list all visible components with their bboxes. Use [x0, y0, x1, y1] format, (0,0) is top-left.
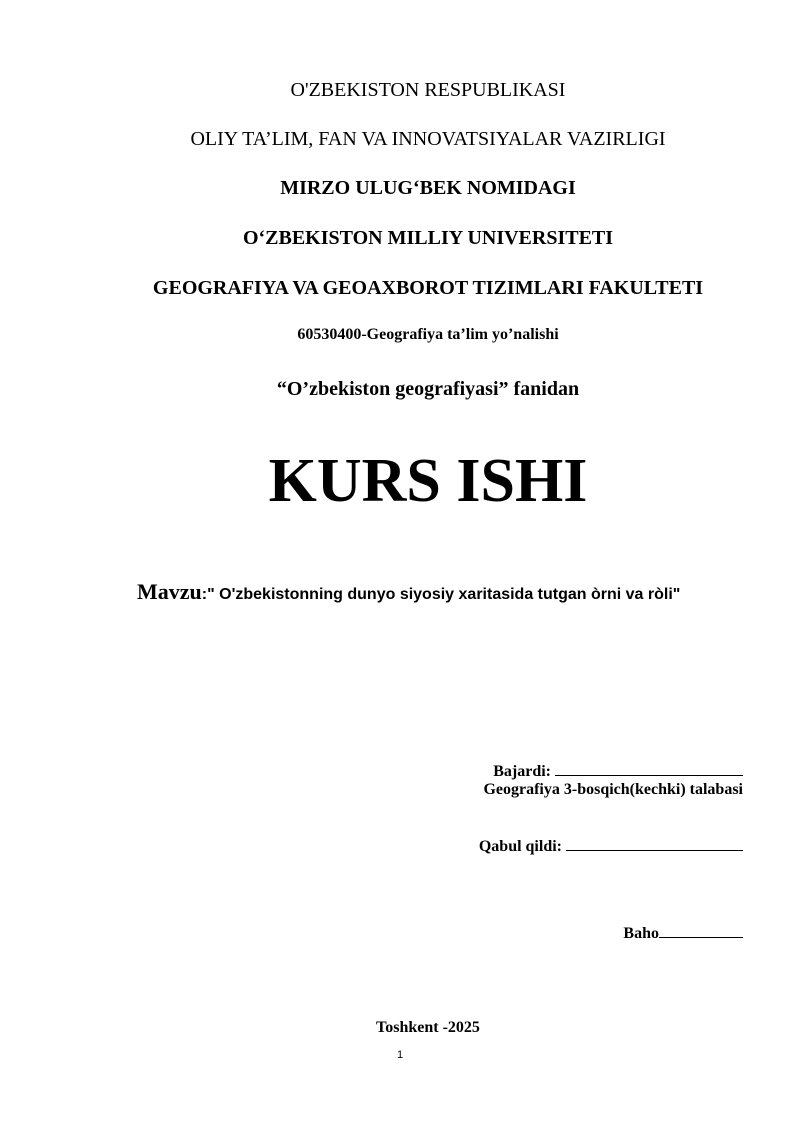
topic-label: Mavzu — [137, 579, 202, 604]
place-year: Toshkent -2025 — [376, 1019, 480, 1036]
country-name: O'ZBEKISTON RESPUBLIKASI — [290, 79, 566, 101]
subject-line: “O’zbekiston geografiyasi” fanidan — [276, 378, 580, 400]
performed-by-blank — [555, 761, 743, 776]
named-after-line: MIRZO ULUG‘BEK NOMIDAGI — [280, 177, 576, 199]
performed-by-label: Bajardi: — [493, 763, 555, 780]
program-name: 60530400-Geografiya ta’lim yo’nalishi — [297, 326, 559, 343]
grade-line — [623, 923, 743, 942]
grade-label: Baho — [623, 925, 659, 942]
faculty-name: GEOGRAFIYA VA GEOAXBOROT TIZIMLARI FAKULTETI — [152, 277, 704, 299]
grade-blank — [659, 923, 743, 938]
accepted-by-label: Qabul qildi: — [478, 838, 566, 855]
accepted-by-line — [479, 836, 743, 855]
document-title: KURS ISHI — [268, 447, 588, 515]
page-number: 1 — [396, 1049, 404, 1061]
university-name: O‘ZBEKISTON MILLIY UNIVERSITETI — [242, 227, 614, 249]
performed-by-line — [493, 761, 743, 780]
topic-line — [137, 581, 680, 603]
topic-text: :" O'zbekistonning dunyo siyosiy xaritasida tutgan òrni va ròli" — [201, 586, 681, 603]
accepted-by-blank — [566, 836, 743, 851]
ministry-name: OLIY TA’LIM, FAN VA INNOVATSIYALAR VAZIRLIGI — [190, 128, 666, 150]
student-description: Geografiya 3-bosqich(kechki) talabasi — [483, 781, 743, 798]
